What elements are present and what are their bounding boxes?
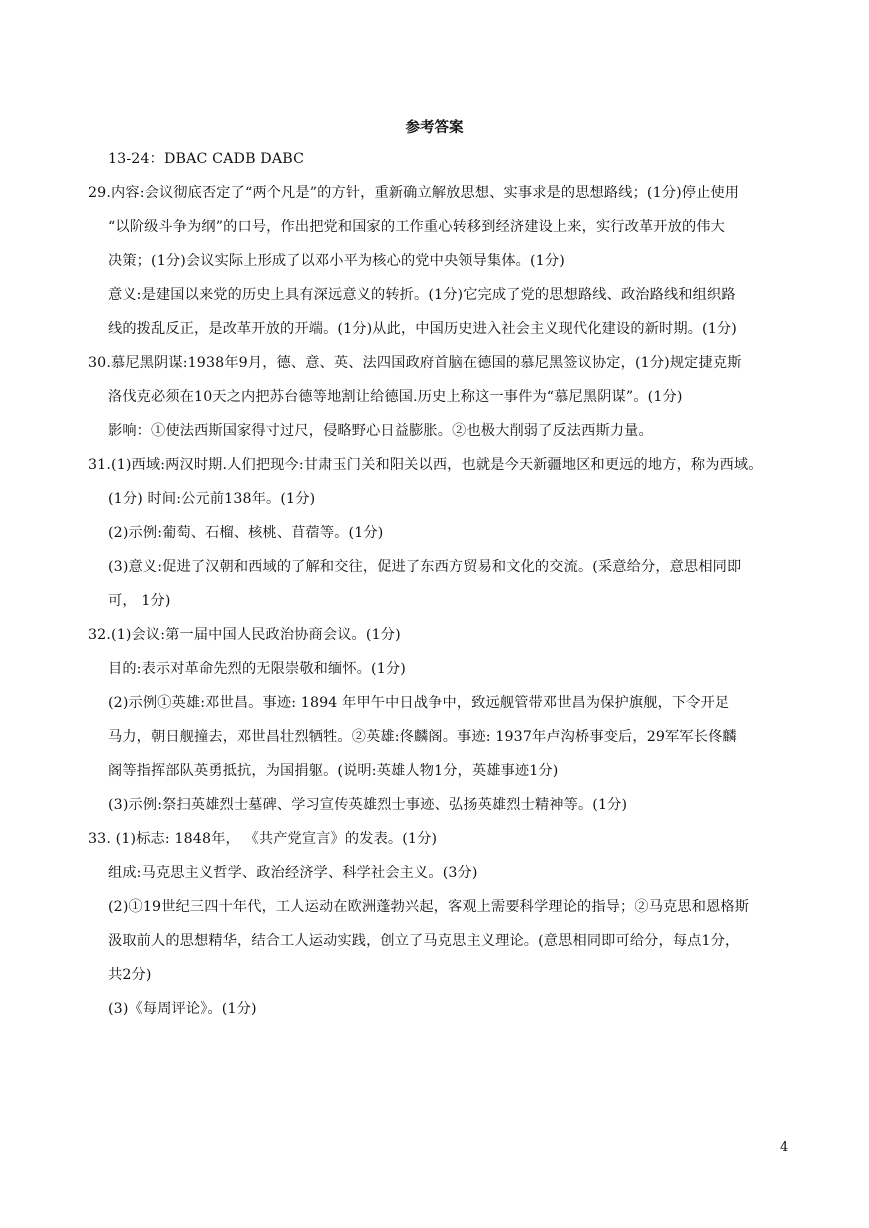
answer-line: 可， 1分) (108, 593, 171, 609)
answer-line: (1分) 时间:公元前138年。(1分) (108, 491, 316, 507)
answer-line: 29.内容:会议彻底否定了“两个凡是”的方针，重新确立解放思想、实事求是的思想路线；(1分)停止使用 (88, 185, 740, 201)
answer-line: (2)示例①英雄:邓世昌。事迹: 1894 年甲午中日战争中，致远舰管带邓世昌为保护旗舰，下令开足 (108, 695, 730, 711)
answer-line: 30.慕尼黑阴谋:1938年9月，德、意、英、法四国政府首脑在德国的慕尼黑签议协定，(1分)规定捷克斯 (88, 355, 742, 371)
answer-line: (3)示例:祭扫英雄烈士墓碑、学习宣传英雄烈士事迹、弘扬英雄烈士精神等。(1分) (108, 797, 628, 813)
page-title: 参考答案 (405, 119, 464, 136)
answer-line: 共2分) (108, 967, 152, 983)
answer-line: 33. (1)标志: 1848年， 《共产党宣言》的发表。(1分) (88, 831, 438, 847)
answer-line: 线的拨乱反正，是改革开放的开端。(1分)从此，中国历史进入社会主义现代化建设的新时期。(1分) (108, 321, 737, 337)
answer-line: (2)示例:葡萄、石榴、核桃、苜蓿等。(1分) (108, 525, 384, 541)
answer-line: 13-24：DBAC CADB DABC (108, 151, 305, 167)
page-number: 4 (780, 1140, 789, 1155)
answer-line: 马力，朝日舰撞去，邓世昌壮烈牺牲。②英雄:佟麟阁。事迹: 1937年卢沟桥事变后，29军军长佟麟 (108, 729, 737, 745)
answer-line: (2)①19世纪三四十年代，工人运动在欧洲蓬勃兴起，客观上需要科学理论的指导；②马克思和恩格斯 (108, 899, 750, 915)
answer-line: 汲取前人的思想精华，结合工人运动实践，创立了马克思主义理论。(意思相同即可给分，每点1分， (108, 933, 740, 949)
answer-line: 决策；(1分)会议实际上形成了以邓小平为核心的党中央领导集体。(1分) (108, 253, 565, 269)
answer-line: 目的:表示对革命先烈的无限崇敬和缅怀。(1分) (108, 661, 406, 677)
answer-line: “以阶级斗争为纲”的口号，作出把党和国家的工作重心转移到经济建设上来，实行改革开放的伟大 (108, 219, 725, 235)
answer-line: (3)意义:促进了汉朝和西域的了解和交往，促进了东西方贸易和文化的交流。(采意给分，意思相同即 (108, 559, 742, 575)
answer-line: 组成:马克思主义哲学、政治经济学、科学社会主义。(3分) (108, 865, 478, 881)
answer-line: 影响：①使法西斯国家得寸过尺，侵略野心日益膨胀。②也极大削弱了反法西斯力量。 (108, 423, 653, 439)
answer-line: 意义:是建国以来党的历史上具有深远意义的转折。(1分)它完成了党的思想路线、政治路线和组织路 (108, 287, 736, 303)
answer-line: 31.(1)西域:两汉时期.人们把现今:甘肃玉门关和阳关以西，也就是今天新疆地区和更远的地方，称为西域。 (88, 457, 763, 473)
answer-line: (3)《每周评论》。(1分) (108, 1001, 257, 1017)
answer-line: 32.(1)会议:第一届中国人民政治协商会议。(1分) (88, 627, 401, 643)
answer-line: 阁等指挥部队英勇抵抗，为国捐躯。(说明:英雄人物1分，英雄事迹1分) (108, 763, 559, 779)
answer-line: 洛伐克必须在10天之内把苏台德等地割让给德国.历史上称这一事件为“慕尼黑阴谋”。(1分) (108, 389, 683, 405)
